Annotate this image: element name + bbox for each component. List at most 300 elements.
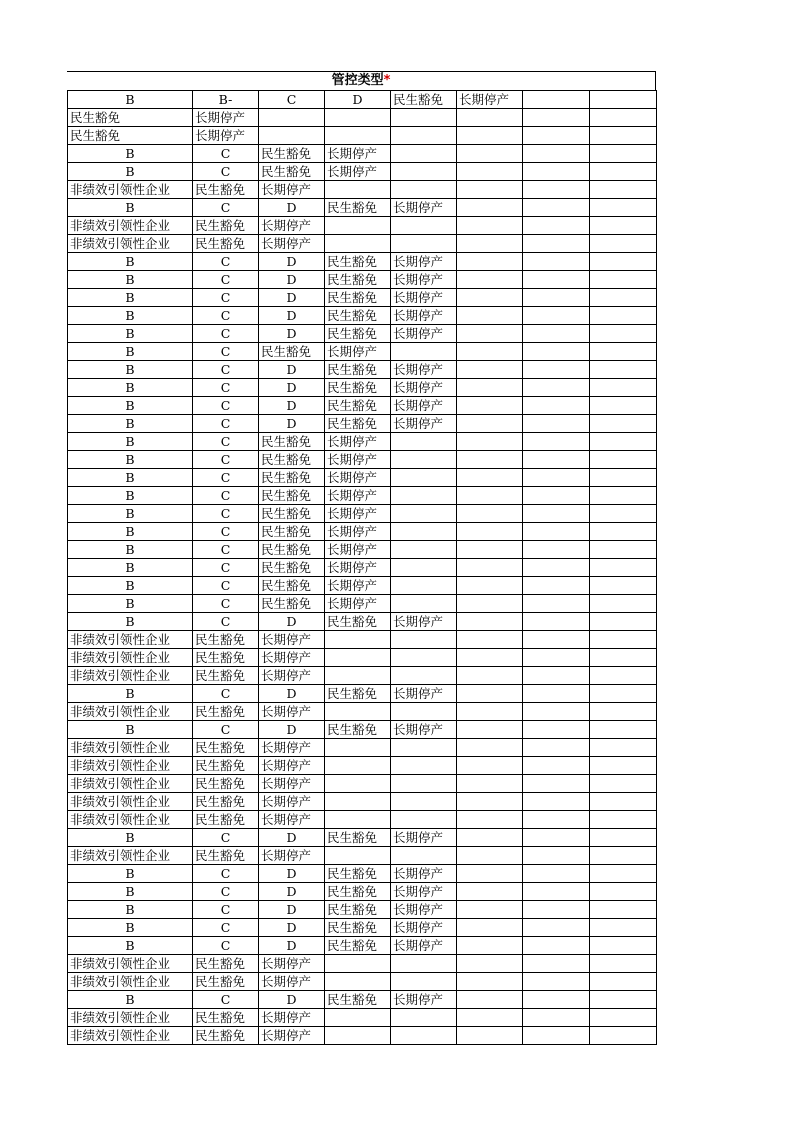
table-cell[interactable] (590, 721, 657, 739)
table-cell[interactable] (325, 217, 391, 235)
table-cell[interactable] (325, 811, 391, 829)
table-cell[interactable] (523, 145, 590, 163)
table-cell[interactable] (391, 667, 457, 685)
table-cell[interactable] (590, 757, 657, 775)
table-cell[interactable]: 民生豁免 (259, 541, 325, 559)
table-cell[interactable]: B (68, 271, 193, 289)
table-cell[interactable]: D (259, 271, 325, 289)
table-cell[interactable]: 长期停产 (391, 289, 457, 307)
table-cell[interactable] (590, 1009, 657, 1027)
table-cell[interactable]: D (259, 883, 325, 901)
table-cell[interactable] (457, 649, 523, 667)
table-cell[interactable] (590, 577, 657, 595)
table-cell[interactable]: 长期停产 (391, 325, 457, 343)
table-cell[interactable] (590, 595, 657, 613)
table-cell[interactable]: D (259, 901, 325, 919)
table-cell[interactable] (590, 397, 657, 415)
table-cell[interactable]: C (193, 199, 259, 217)
table-cell[interactable]: B (68, 937, 193, 955)
table-cell[interactable] (391, 1027, 457, 1045)
table-cell[interactable]: 民生豁免 (325, 685, 391, 703)
table-cell[interactable] (590, 271, 657, 289)
table-cell[interactable] (523, 847, 590, 865)
table-cell[interactable] (457, 883, 523, 901)
table-cell[interactable] (457, 127, 523, 145)
table-cell[interactable]: 非绩效引领性企业 (68, 649, 193, 667)
table-cell[interactable]: 长期停产 (259, 181, 325, 199)
table-cell[interactable] (590, 523, 657, 541)
table-cell[interactable] (590, 847, 657, 865)
table-cell[interactable] (523, 613, 590, 631)
table-cell[interactable] (457, 721, 523, 739)
table-cell[interactable]: 民生豁免 (325, 289, 391, 307)
table-cell[interactable]: 长期停产 (325, 451, 391, 469)
table-cell[interactable]: B (68, 685, 193, 703)
table-cell[interactable]: B (68, 199, 193, 217)
table-cell[interactable] (457, 613, 523, 631)
table-cell[interactable] (523, 109, 590, 127)
table-cell[interactable] (391, 145, 457, 163)
table-cell[interactable] (325, 955, 391, 973)
table-cell[interactable] (590, 217, 657, 235)
table-cell[interactable] (590, 469, 657, 487)
table-cell[interactable]: 长期停产 (259, 217, 325, 235)
table-cell[interactable]: 长期停产 (259, 775, 325, 793)
table-cell[interactable] (523, 415, 590, 433)
table-cell[interactable]: 民生豁免 (193, 973, 259, 991)
table-cell[interactable] (457, 109, 523, 127)
table-cell[interactable] (590, 181, 657, 199)
table-cell[interactable] (325, 739, 391, 757)
table-cell[interactable] (391, 595, 457, 613)
table-cell[interactable]: B (68, 487, 193, 505)
table-cell[interactable] (590, 91, 657, 109)
table-cell[interactable]: B (68, 289, 193, 307)
table-cell[interactable]: 民生豁免 (325, 307, 391, 325)
table-cell[interactable] (457, 847, 523, 865)
table-cell[interactable] (523, 883, 590, 901)
table-cell[interactable]: C (193, 937, 259, 955)
table-cell[interactable]: C (193, 829, 259, 847)
table-cell[interactable] (590, 253, 657, 271)
table-cell[interactable] (590, 109, 657, 127)
table-cell[interactable] (523, 397, 590, 415)
table-cell[interactable] (590, 649, 657, 667)
table-cell[interactable] (590, 541, 657, 559)
table-cell[interactable] (523, 865, 590, 883)
table-cell[interactable]: 长期停产 (391, 991, 457, 1009)
table-cell[interactable]: D (259, 415, 325, 433)
table-cell[interactable] (590, 937, 657, 955)
table-cell[interactable] (590, 145, 657, 163)
table-cell[interactable]: C (193, 451, 259, 469)
table-cell[interactable]: B (68, 451, 193, 469)
table-cell[interactable] (590, 811, 657, 829)
table-cell[interactable]: C (193, 253, 259, 271)
table-cell[interactable] (590, 613, 657, 631)
table-cell[interactable] (391, 757, 457, 775)
table-cell[interactable] (523, 829, 590, 847)
table-cell[interactable] (590, 343, 657, 361)
table-cell[interactable] (457, 973, 523, 991)
table-cell[interactable] (590, 685, 657, 703)
table-cell[interactable]: D (259, 919, 325, 937)
table-cell[interactable]: 民生豁免 (259, 469, 325, 487)
table-cell[interactable]: 民生豁免 (259, 595, 325, 613)
table-cell[interactable]: 长期停产 (391, 379, 457, 397)
table-cell[interactable]: 非绩效引领性企业 (68, 775, 193, 793)
table-cell[interactable]: 民生豁免 (325, 397, 391, 415)
table-cell[interactable] (523, 919, 590, 937)
table-cell[interactable]: 非绩效引领性企业 (68, 667, 193, 685)
table-cell[interactable]: 民生豁免 (325, 829, 391, 847)
table-cell[interactable]: 民生豁免 (325, 199, 391, 217)
table-cell[interactable] (523, 991, 590, 1009)
table-cell[interactable] (457, 703, 523, 721)
table-cell[interactable]: B (68, 397, 193, 415)
table-cell[interactable] (590, 775, 657, 793)
table-cell[interactable] (523, 901, 590, 919)
table-cell[interactable] (391, 793, 457, 811)
table-cell[interactable]: B (68, 469, 193, 487)
table-cell[interactable] (457, 829, 523, 847)
table-cell[interactable] (590, 433, 657, 451)
table-cell[interactable]: C (193, 991, 259, 1009)
table-cell[interactable] (590, 199, 657, 217)
table-cell[interactable] (523, 973, 590, 991)
table-cell[interactable]: 长期停产 (391, 415, 457, 433)
table-cell[interactable] (523, 1009, 590, 1027)
table-cell[interactable] (457, 433, 523, 451)
table-cell[interactable] (523, 163, 590, 181)
table-cell[interactable] (391, 1009, 457, 1027)
table-cell[interactable] (590, 739, 657, 757)
table-cell[interactable]: C (193, 289, 259, 307)
table-cell[interactable]: B (68, 613, 193, 631)
table-cell[interactable]: 长期停产 (325, 469, 391, 487)
table-cell[interactable]: C (259, 91, 325, 109)
table-cell[interactable]: 非绩效引领性企业 (68, 217, 193, 235)
table-cell[interactable]: 民生豁免 (193, 757, 259, 775)
table-cell[interactable] (523, 685, 590, 703)
table-cell[interactable]: C (193, 469, 259, 487)
table-cell[interactable]: 非绩效引领性企业 (68, 973, 193, 991)
table-cell[interactable]: 长期停产 (325, 505, 391, 523)
table-cell[interactable]: 非绩效引领性企业 (68, 703, 193, 721)
table-cell[interactable]: D (259, 865, 325, 883)
table-cell[interactable] (391, 505, 457, 523)
table-cell[interactable]: B (68, 325, 193, 343)
table-cell[interactable] (457, 541, 523, 559)
table-cell[interactable]: B (68, 577, 193, 595)
table-cell[interactable]: D (259, 937, 325, 955)
table-cell[interactable]: 民生豁免 (325, 361, 391, 379)
table-cell[interactable] (523, 487, 590, 505)
table-cell[interactable] (325, 667, 391, 685)
table-cell[interactable]: C (193, 577, 259, 595)
table-cell[interactable] (590, 289, 657, 307)
table-cell[interactable] (523, 289, 590, 307)
table-cell[interactable]: B (68, 595, 193, 613)
table-cell[interactable]: 长期停产 (193, 109, 259, 127)
table-cell[interactable] (457, 361, 523, 379)
table-cell[interactable]: 长期停产 (259, 811, 325, 829)
table-cell[interactable]: B (68, 541, 193, 559)
table-cell[interactable] (590, 667, 657, 685)
table-cell[interactable]: D (259, 397, 325, 415)
table-cell[interactable]: 民生豁免 (193, 649, 259, 667)
table-cell[interactable] (523, 595, 590, 613)
table-cell[interactable]: C (193, 883, 259, 901)
table-cell[interactable] (523, 379, 590, 397)
table-cell[interactable] (325, 127, 391, 145)
table-cell[interactable] (523, 469, 590, 487)
table-cell[interactable] (391, 109, 457, 127)
table-cell[interactable] (523, 793, 590, 811)
table-cell[interactable]: 非绩效引领性企业 (68, 631, 193, 649)
table-cell[interactable] (523, 631, 590, 649)
table-cell[interactable] (325, 1027, 391, 1045)
table-cell[interactable] (457, 487, 523, 505)
table-cell[interactable] (457, 559, 523, 577)
table-cell[interactable]: 民生豁免 (325, 613, 391, 631)
table-cell[interactable] (457, 667, 523, 685)
table-cell[interactable] (590, 163, 657, 181)
table-cell[interactable] (391, 811, 457, 829)
table-cell[interactable]: B (68, 883, 193, 901)
table-cell[interactable] (457, 919, 523, 937)
table-cell[interactable]: B (68, 433, 193, 451)
table-cell[interactable] (523, 775, 590, 793)
table-cell[interactable] (457, 685, 523, 703)
table-cell[interactable] (590, 235, 657, 253)
table-cell[interactable]: 民生豁免 (325, 919, 391, 937)
table-cell[interactable] (457, 289, 523, 307)
table-cell[interactable]: 长期停产 (259, 1027, 325, 1045)
table-cell[interactable]: 长期停产 (259, 235, 325, 253)
table-cell[interactable] (325, 649, 391, 667)
table-cell[interactable] (391, 343, 457, 361)
table-cell[interactable]: 长期停产 (259, 973, 325, 991)
table-cell[interactable] (457, 865, 523, 883)
table-cell[interactable] (391, 577, 457, 595)
table-cell[interactable] (590, 451, 657, 469)
table-cell[interactable] (391, 163, 457, 181)
table-cell[interactable]: 民生豁免 (259, 487, 325, 505)
table-cell[interactable] (325, 775, 391, 793)
table-cell[interactable] (325, 703, 391, 721)
table-cell[interactable] (391, 649, 457, 667)
table-cell[interactable] (457, 199, 523, 217)
table-cell[interactable] (391, 181, 457, 199)
table-cell[interactable] (590, 829, 657, 847)
table-cell[interactable] (457, 325, 523, 343)
table-cell[interactable]: 民生豁免 (325, 937, 391, 955)
table-cell[interactable] (325, 973, 391, 991)
table-cell[interactable]: D (259, 361, 325, 379)
table-cell[interactable]: C (193, 523, 259, 541)
table-cell[interactable] (325, 109, 391, 127)
table-cell[interactable] (523, 343, 590, 361)
table-cell[interactable]: 长期停产 (259, 667, 325, 685)
table-cell[interactable]: 民生豁免 (259, 577, 325, 595)
table-cell[interactable] (391, 559, 457, 577)
table-cell[interactable] (523, 235, 590, 253)
table-cell[interactable] (590, 379, 657, 397)
table-cell[interactable]: 非绩效引领性企业 (68, 235, 193, 253)
table-cell[interactable]: 长期停产 (259, 649, 325, 667)
table-cell[interactable]: 长期停产 (391, 721, 457, 739)
table-cell[interactable]: 长期停产 (325, 343, 391, 361)
table-cell[interactable] (590, 487, 657, 505)
table-cell[interactable]: C (193, 343, 259, 361)
table-cell[interactable]: D (325, 91, 391, 109)
table-cell[interactable] (457, 775, 523, 793)
table-cell[interactable] (457, 937, 523, 955)
table-cell[interactable] (523, 703, 590, 721)
table-cell[interactable] (457, 397, 523, 415)
table-cell[interactable]: 民生豁免 (259, 343, 325, 361)
table-cell[interactable]: 民生豁免 (193, 1009, 259, 1027)
table-cell[interactable]: C (193, 361, 259, 379)
table-cell[interactable]: 长期停产 (325, 559, 391, 577)
table-cell[interactable]: 长期停产 (325, 145, 391, 163)
table-cell[interactable] (523, 199, 590, 217)
table-cell[interactable]: C (193, 325, 259, 343)
table-cell[interactable]: 长期停产 (325, 541, 391, 559)
table-cell[interactable]: B (68, 865, 193, 883)
table-cell[interactable] (325, 757, 391, 775)
table-cell[interactable] (325, 235, 391, 253)
table-cell[interactable] (457, 1027, 523, 1045)
table-cell[interactable] (259, 127, 325, 145)
table-cell[interactable]: D (259, 991, 325, 1009)
table-cell[interactable]: 长期停产 (259, 1009, 325, 1027)
table-cell[interactable]: 长期停产 (325, 523, 391, 541)
table-cell[interactable] (590, 307, 657, 325)
table-cell[interactable]: 民生豁免 (325, 721, 391, 739)
table-cell[interactable]: 长期停产 (391, 901, 457, 919)
table-cell[interactable] (523, 325, 590, 343)
table-cell[interactable]: 长期停产 (391, 865, 457, 883)
table-cell[interactable] (457, 901, 523, 919)
table-cell[interactable]: 长期停产 (259, 757, 325, 775)
table-cell[interactable]: 民生豁免 (325, 865, 391, 883)
table-cell[interactable] (457, 793, 523, 811)
table-cell[interactable]: 长期停产 (457, 91, 523, 109)
table-cell[interactable] (391, 973, 457, 991)
table-cell[interactable]: 非绩效引领性企业 (68, 847, 193, 865)
table-cell[interactable] (590, 955, 657, 973)
table-cell[interactable]: D (259, 829, 325, 847)
table-cell[interactable]: 长期停产 (259, 793, 325, 811)
table-cell[interactable]: B (68, 559, 193, 577)
table-cell[interactable] (457, 1009, 523, 1027)
table-cell[interactable]: 民生豁免 (259, 451, 325, 469)
table-cell[interactable] (325, 793, 391, 811)
table-cell[interactable] (590, 865, 657, 883)
table-cell[interactable]: 民生豁免 (193, 181, 259, 199)
table-cell[interactable] (523, 505, 590, 523)
table-cell[interactable]: 民生豁免 (325, 991, 391, 1009)
table-cell[interactable]: 非绩效引领性企业 (68, 811, 193, 829)
table-cell[interactable] (457, 307, 523, 325)
table-cell[interactable] (457, 595, 523, 613)
table-cell[interactable]: C (193, 595, 259, 613)
table-cell[interactable]: D (259, 289, 325, 307)
table-cell[interactable]: B (68, 505, 193, 523)
table-cell[interactable]: 民生豁免 (193, 703, 259, 721)
table-cell[interactable]: C (193, 415, 259, 433)
table-cell[interactable]: 民生豁免 (193, 775, 259, 793)
table-cell[interactable]: D (259, 685, 325, 703)
table-cell[interactable]: C (193, 901, 259, 919)
table-cell[interactable]: D (259, 307, 325, 325)
table-cell[interactable] (457, 181, 523, 199)
table-cell[interactable]: B (68, 163, 193, 181)
table-cell[interactable] (523, 739, 590, 757)
table-cell[interactable]: 民生豁免 (259, 433, 325, 451)
table-cell[interactable] (590, 505, 657, 523)
table-cell[interactable]: 民生豁免 (193, 631, 259, 649)
table-cell[interactable]: 长期停产 (391, 397, 457, 415)
table-cell[interactable]: 民生豁免 (325, 271, 391, 289)
table-cell[interactable]: 长期停产 (391, 307, 457, 325)
table-cell[interactable]: 非绩效引领性企业 (68, 181, 193, 199)
table-cell[interactable]: C (193, 919, 259, 937)
table-cell[interactable]: 长期停产 (391, 685, 457, 703)
table-cell[interactable]: 民生豁免 (259, 163, 325, 181)
table-cell[interactable]: B (68, 253, 193, 271)
table-cell[interactable] (457, 739, 523, 757)
table-cell[interactable] (523, 181, 590, 199)
table-cell[interactable] (590, 919, 657, 937)
table-cell[interactable] (457, 343, 523, 361)
table-cell[interactable]: B (68, 307, 193, 325)
table-cell[interactable]: D (259, 253, 325, 271)
table-cell[interactable]: 长期停产 (391, 199, 457, 217)
table-cell[interactable] (523, 253, 590, 271)
table-cell[interactable]: 民生豁免 (325, 253, 391, 271)
table-cell[interactable]: 民生豁免 (193, 847, 259, 865)
table-cell[interactable] (590, 973, 657, 991)
table-cell[interactable] (590, 703, 657, 721)
table-cell[interactable] (391, 739, 457, 757)
table-cell[interactable]: 长期停产 (391, 829, 457, 847)
table-cell[interactable]: C (193, 505, 259, 523)
table-cell[interactable]: 非绩效引领性企业 (68, 793, 193, 811)
table-cell[interactable]: 长期停产 (259, 955, 325, 973)
table-cell[interactable]: 民生豁免 (325, 325, 391, 343)
table-cell[interactable]: 长期停产 (325, 433, 391, 451)
table-cell[interactable] (391, 523, 457, 541)
table-cell[interactable]: 长期停产 (391, 919, 457, 937)
table-cell[interactable]: C (193, 685, 259, 703)
table-cell[interactable]: 长期停产 (391, 271, 457, 289)
table-cell[interactable]: 民生豁免 (325, 883, 391, 901)
table-cell[interactable]: 民生豁免 (193, 235, 259, 253)
table-cell[interactable] (457, 253, 523, 271)
table-cell[interactable]: 非绩效引领性企业 (68, 739, 193, 757)
table-cell[interactable]: 长期停产 (325, 487, 391, 505)
table-cell[interactable] (325, 847, 391, 865)
table-cell[interactable] (391, 631, 457, 649)
table-cell[interactable]: 长期停产 (325, 163, 391, 181)
table-cell[interactable] (457, 991, 523, 1009)
table-cell[interactable] (391, 433, 457, 451)
table-cell[interactable] (325, 1009, 391, 1027)
table-cell[interactable] (391, 775, 457, 793)
